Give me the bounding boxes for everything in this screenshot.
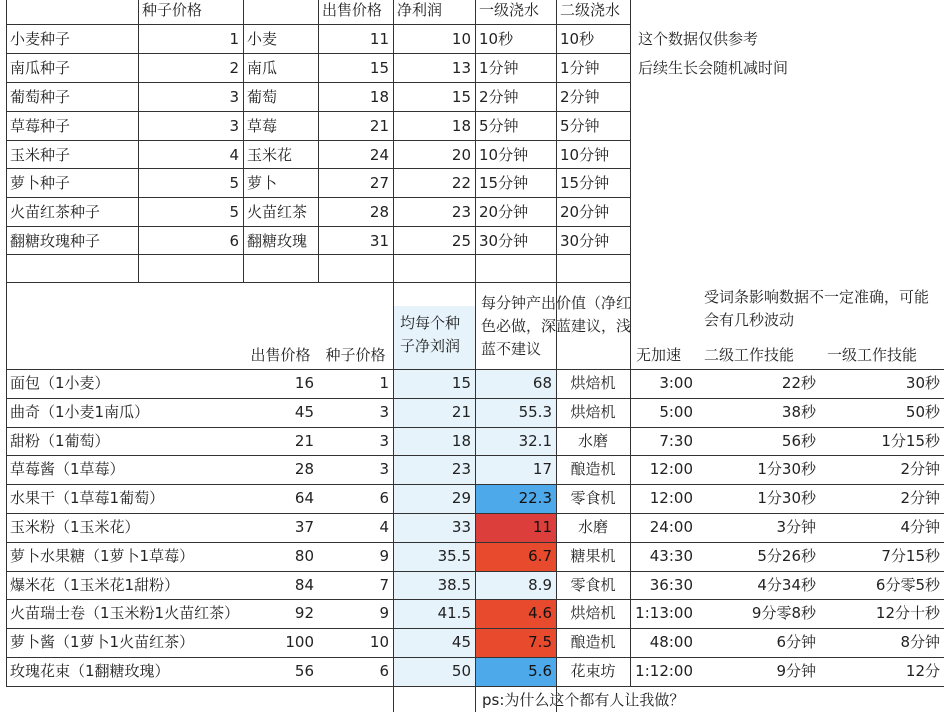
water2-time: 20分钟 (560, 203, 610, 221)
per-minute-value: 68 (532, 374, 552, 392)
net-profit: 22 (451, 174, 471, 192)
seed-name: 草莓种子 (10, 117, 71, 135)
avg-profit: 23 (451, 460, 471, 479)
machine-name: 零食机 (570, 575, 616, 594)
product-name: 萝卜酱（1萝卜1火苗红茶） (10, 633, 195, 652)
note-reference: 这个数据仅供参考 (638, 30, 759, 48)
seed-price: 1 (229, 30, 239, 48)
grid-line (6, 0, 7, 282)
grid-line (556, 0, 557, 282)
grid-line (243, 0, 244, 282)
crop-name: 萝卜 (247, 174, 278, 192)
per-minute-value: 7.5 (528, 633, 552, 652)
net-profit: 18 (451, 117, 471, 135)
sell-price: 21 (369, 117, 389, 135)
product-seed-price: 3 (379, 460, 389, 479)
product-seed-price: 9 (379, 546, 389, 565)
header-sell-price-2: 出售价格 (250, 346, 311, 364)
crop-name: 小麦 (247, 30, 278, 48)
header-per-minute-value: 每分钟产出价值（净红色必做，深蓝建议，浅蓝不建议 (481, 294, 632, 358)
net-profit: 13 (451, 59, 471, 77)
avg-profit: 38.5 (437, 575, 471, 594)
water2-time: 15分钟 (560, 174, 610, 192)
water2-time: 10分钟 (560, 146, 610, 164)
per-minute-value: 32.1 (518, 431, 552, 450)
machine-name: 花束坊 (570, 662, 616, 680)
product-name: 火苗瑞士卷（1玉米粉1火苗红茶） (10, 604, 240, 623)
no-boost-time: 12:00 (649, 460, 693, 479)
avg-profit: 21 (451, 402, 471, 421)
avg-profit: 35.5 (437, 546, 471, 565)
header-skill1: 一级工作技能 (827, 346, 918, 364)
header-net-profit: 净利润 (397, 1, 443, 19)
skill2-time: 4分34秒 (757, 575, 816, 594)
avg-profit: 29 (451, 489, 471, 508)
no-boost-time: 5:00 (659, 402, 693, 421)
sell-price: 31 (369, 232, 389, 250)
skill2-time: 6分钟 (776, 633, 816, 652)
grid-line (318, 0, 319, 282)
seed-name: 葡萄种子 (10, 88, 71, 106)
skill1-time: 12分 (905, 662, 940, 680)
product-sell-price: 84 (294, 575, 314, 594)
skill2-time: 22秒 (781, 374, 816, 392)
per-minute-value: 22.3 (518, 489, 552, 508)
per-minute-value: 11 (532, 518, 552, 536)
product-sell-price: 37 (294, 518, 314, 536)
sell-price: 27 (369, 174, 389, 192)
note-accuracy: 受词条影响数据不一定准确，可能会有几秒波动 (704, 288, 930, 329)
skill2-time: 3分钟 (776, 518, 816, 536)
avg-profit: 41.5 (437, 604, 471, 623)
net-profit: 23 (451, 203, 471, 221)
net-profit: 25 (451, 232, 471, 250)
crop-name: 南瓜 (247, 59, 278, 77)
crop-name: 葡萄 (247, 88, 278, 106)
skill2-time: 56秒 (781, 431, 816, 450)
product-sell-price: 16 (294, 374, 314, 392)
water1-time: 1分钟 (479, 59, 519, 77)
skill1-time: 7分15秒 (881, 546, 940, 565)
per-minute-value: 17 (532, 460, 552, 479)
grid-line (393, 282, 394, 712)
water1-time: 10秒 (479, 30, 514, 48)
skill1-time: 4分钟 (900, 518, 940, 536)
sell-price: 18 (369, 88, 389, 106)
grid-line (475, 0, 476, 282)
product-sell-price: 56 (294, 662, 314, 680)
note-growth: 后续生长会随机减时间 (638, 59, 789, 77)
per-minute-value: 5.6 (528, 662, 552, 680)
product-seed-price: 9 (379, 604, 389, 623)
seed-name: 萝卜种子 (10, 174, 71, 192)
sell-price: 15 (369, 59, 389, 77)
header-seed-price-2: 种子价格 (325, 346, 386, 364)
machine-name: 水磨 (577, 431, 608, 450)
product-seed-price: 6 (379, 489, 389, 508)
water2-time: 1分钟 (560, 59, 600, 77)
water1-time: 20分钟 (479, 203, 529, 221)
per-minute-value: 8.9 (528, 575, 552, 594)
machine-name: 零食机 (570, 489, 616, 508)
water1-time: 10分钟 (479, 146, 529, 164)
water2-time: 30分钟 (560, 232, 610, 250)
seed-price: 5 (229, 174, 239, 192)
net-profit: 10 (451, 30, 471, 48)
sell-price: 11 (369, 30, 389, 48)
seed-price: 3 (229, 88, 239, 106)
water1-time: 30分钟 (479, 232, 529, 250)
header-no-boost: 无加速 (636, 346, 682, 364)
water2-time: 10秒 (560, 30, 595, 48)
footer-note: ps:为什么这个都有人让我做？ (482, 691, 685, 709)
avg-profit: 33 (451, 518, 471, 536)
header-sell-price: 出售价格 (322, 1, 383, 19)
seed-price: 4 (229, 146, 239, 164)
seed-name: 南瓜种子 (10, 59, 71, 77)
grid-line (475, 282, 476, 712)
net-profit: 20 (451, 146, 471, 164)
grid-line (6, 282, 630, 283)
product-sell-price: 100 (285, 633, 314, 652)
header-water1: 一级浇水 (479, 1, 540, 19)
product-seed-price: 3 (379, 431, 389, 450)
product-sell-price: 92 (294, 604, 314, 623)
seed-price: 3 (229, 117, 239, 135)
skill2-time: 1分30秒 (757, 460, 816, 479)
crop-name: 火苗红茶 (247, 203, 308, 221)
no-boost-time: 3:00 (659, 374, 693, 392)
product-sell-price: 21 (294, 431, 314, 450)
avg-profit: 50 (451, 662, 471, 680)
per-minute-value: 4.6 (528, 604, 552, 623)
machine-name: 糖果机 (570, 546, 616, 565)
seed-name: 火苗红茶种子 (10, 203, 101, 221)
grid-line (630, 282, 631, 686)
header-avg-profit: 均每个种子净刘润 (400, 314, 461, 355)
product-sell-price: 64 (294, 489, 314, 508)
net-profit: 15 (451, 88, 471, 106)
product-name: 草莓酱（1草莓） (10, 460, 125, 479)
product-name: 玉米粉（1玉米花） (10, 518, 140, 536)
avg-profit: 18 (451, 431, 471, 450)
no-boost-time: 43:30 (649, 546, 693, 565)
product-seed-price: 4 (379, 518, 389, 536)
product-seed-price: 6 (379, 662, 389, 680)
skill1-time: 2分钟 (900, 489, 940, 508)
crop-name: 草莓 (247, 117, 278, 135)
header-skill2: 二级工作技能 (704, 346, 795, 364)
skill1-time: 2分钟 (900, 460, 940, 479)
skill2-time: 1分30秒 (757, 489, 816, 508)
seed-name: 玉米种子 (10, 146, 71, 164)
grid-line (393, 0, 394, 282)
per-minute-value: 55.3 (518, 402, 552, 421)
product-name: 萝卜水果糖（1萝卜1草莓） (10, 546, 195, 565)
header-seed-price: 种子价格 (142, 1, 203, 19)
seed-price: 2 (229, 59, 239, 77)
product-name: 面包（1小麦） (10, 374, 110, 392)
seed-name: 翻糖玫瑰种子 (10, 232, 101, 250)
skill1-time: 6分零5秒 (875, 575, 940, 594)
no-boost-time: 1:12:00 (635, 662, 693, 680)
skill2-time: 5分26秒 (757, 546, 816, 565)
no-boost-time: 1:13:00 (635, 604, 693, 623)
sell-price: 28 (369, 203, 389, 221)
crop-name: 玉米花 (247, 146, 293, 164)
machine-name: 水磨 (577, 518, 608, 536)
product-seed-price: 1 (379, 374, 389, 392)
machine-name: 烘焙机 (570, 374, 616, 392)
crop-name: 翻糖玫瑰 (247, 232, 308, 250)
seed-price: 5 (229, 203, 239, 221)
no-boost-time: 12:00 (649, 489, 693, 508)
product-sell-price: 45 (294, 402, 314, 421)
machine-name: 酿造机 (570, 633, 616, 652)
product-sell-price: 28 (294, 460, 314, 479)
skill2-time: 9分零8秒 (751, 604, 816, 623)
product-name: 爆米花（1玉米花1甜粉） (10, 575, 180, 594)
product-name: 玫瑰花束（1翻糖玫瑰） (10, 662, 170, 680)
skill1-time: 30秒 (905, 374, 940, 392)
product-seed-price: 7 (379, 575, 389, 594)
water1-time: 15分钟 (479, 174, 529, 192)
sell-price: 24 (369, 146, 389, 164)
skill2-time: 9分钟 (776, 662, 816, 680)
skill1-time: 8分钟 (900, 633, 940, 652)
water1-time: 2分钟 (479, 88, 519, 106)
water1-time: 5分钟 (479, 117, 519, 135)
machine-name: 烘焙机 (570, 402, 616, 421)
no-boost-time: 48:00 (649, 633, 693, 652)
product-name: 曲奇（1小麦1南瓜） (10, 402, 150, 421)
skill2-time: 38秒 (781, 402, 816, 421)
grid-line (630, 0, 631, 282)
product-name: 水果干（1草莓1葡萄） (10, 489, 165, 508)
product-seed-price: 3 (379, 402, 389, 421)
water2-time: 5分钟 (560, 117, 600, 135)
skill1-time: 12分十秒 (875, 604, 940, 623)
skill1-time: 50秒 (905, 402, 940, 421)
avg-profit: 15 (451, 374, 471, 392)
machine-name: 烘焙机 (570, 604, 616, 623)
seed-name: 小麦种子 (10, 30, 71, 48)
seed-price: 6 (229, 232, 239, 250)
per-minute-value: 6.7 (528, 546, 552, 565)
avg-profit: 45 (451, 633, 471, 652)
no-boost-time: 7:30 (659, 431, 693, 450)
skill1-time: 1分15秒 (881, 431, 940, 450)
no-boost-time: 36:30 (649, 575, 693, 594)
grid-line (138, 0, 139, 282)
product-name: 甜粉（1葡萄） (10, 431, 110, 450)
product-seed-price: 10 (369, 633, 389, 652)
water2-time: 2分钟 (560, 88, 600, 106)
grid-line (556, 282, 557, 712)
machine-name: 酿造机 (570, 460, 616, 479)
header-water2: 二级浇水 (560, 1, 621, 19)
grid-line (6, 282, 7, 686)
product-sell-price: 80 (294, 546, 314, 565)
no-boost-time: 24:00 (649, 518, 693, 536)
